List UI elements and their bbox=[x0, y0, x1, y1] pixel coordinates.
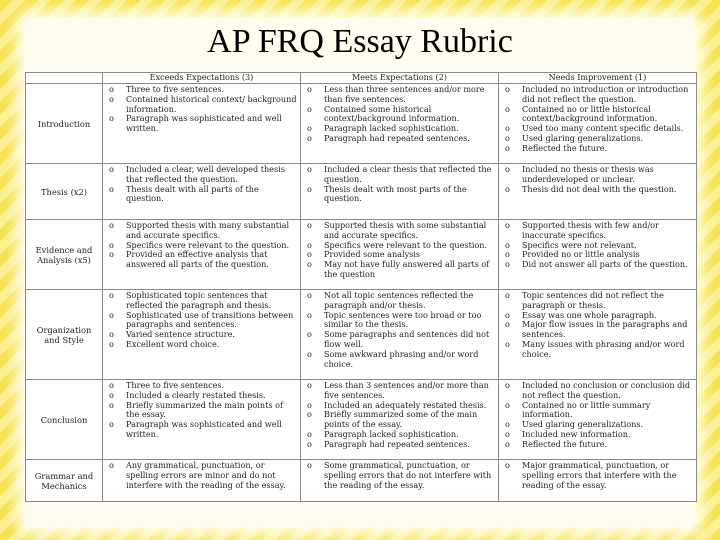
criteria-item: o Sophisticated topic sentences that reflected the paragraph and thesis. bbox=[106, 291, 298, 311]
criteria-item: o May not have fully answered all parts of the question bbox=[304, 260, 496, 280]
criteria-item: o Used glaring generalizations. bbox=[502, 420, 694, 430]
criteria-item: o Topic sentences did not reflect the paragraph or thesis. bbox=[502, 291, 694, 311]
exceeds-cell bbox=[103, 290, 301, 380]
page-title: AP FRQ Essay Rubric bbox=[207, 23, 513, 60]
criteria-item: o Paragraph lacked sophistication. bbox=[304, 124, 496, 134]
rubric-body bbox=[26, 84, 697, 502]
rubric-row bbox=[26, 290, 697, 380]
criteria-item: o Reflected the future. bbox=[502, 440, 694, 450]
criteria-item: o Supported thesis with few and/or inaccurate specifics. bbox=[502, 221, 694, 241]
criteria-item: o Major flow issues in the paragraphs and sentences. bbox=[502, 320, 694, 340]
criteria-item: o Paragraph had repeated sentences. bbox=[304, 440, 496, 450]
criteria-item: o Paragraph lacked sophistication. bbox=[304, 430, 496, 440]
exceeds-cell bbox=[103, 380, 301, 460]
criteria-item: o Thesis dealt with all parts of the question. bbox=[106, 185, 298, 205]
needs-cell bbox=[499, 220, 697, 290]
rubric-row bbox=[26, 220, 697, 290]
meets-cell bbox=[301, 380, 499, 460]
criteria-item: o Paragraph had repeated sentences. bbox=[304, 134, 496, 144]
criteria-list bbox=[103, 380, 300, 440]
criteria-list bbox=[301, 84, 498, 144]
criteria-item: o Some grammatical, punctuation, or spelling errors that do not interfere with the reading of the essay. bbox=[304, 461, 496, 490]
criteria-list bbox=[499, 164, 696, 194]
exceeds-cell bbox=[103, 84, 301, 164]
rubric-row bbox=[26, 380, 697, 460]
rubric-row bbox=[26, 84, 697, 164]
criteria-item: o Contained no or little summary information. bbox=[502, 401, 694, 421]
criteria-list bbox=[499, 290, 696, 360]
criteria-list bbox=[499, 220, 696, 270]
criteria-item: o Supported thesis with many substantial and accurate specifics. bbox=[106, 221, 298, 241]
header-meets: Meets Expectations (2) bbox=[301, 73, 499, 84]
rubric-row bbox=[26, 164, 697, 220]
criteria-item: o Specifics were not relevant. bbox=[502, 241, 694, 251]
needs-cell bbox=[499, 290, 697, 380]
needs-cell bbox=[499, 380, 697, 460]
criteria-list bbox=[103, 84, 300, 134]
criteria-item: o Included a clear thesis that reflected the question. bbox=[304, 165, 496, 185]
header-exceeds: Exceeds Expectations (3) bbox=[103, 73, 301, 84]
rubric-row bbox=[26, 460, 697, 502]
criteria-item: o Included no thesis or thesis was underdeveloped or unclear. bbox=[502, 165, 694, 185]
criteria-list bbox=[103, 460, 300, 490]
criteria-item: o Supported thesis with some substantial and accurate specifics. bbox=[304, 221, 496, 241]
criteria-item: o Thesis did not deal with the question. bbox=[502, 185, 694, 195]
criteria-item: o Included no introduction or introduction did not reflect the question. bbox=[502, 85, 694, 105]
criteria-item: o Essay was one whole paragraph. bbox=[502, 311, 694, 321]
criteria-list bbox=[301, 380, 498, 450]
criteria-item: o Included no conclusion or conclusion did not reflect the question. bbox=[502, 381, 694, 401]
exceeds-cell bbox=[103, 220, 301, 290]
criteria-item: o Less than three sentences and/or more than five sentences. bbox=[304, 85, 496, 105]
criteria-item: o Provided no or little analysis bbox=[502, 250, 694, 260]
needs-cell bbox=[499, 164, 697, 220]
criteria-item: o Provided an effective analysis that answered all parts of the question. bbox=[106, 250, 298, 270]
criteria-item: o Reflected the future. bbox=[502, 144, 694, 154]
criteria-item: o Some paragraphs and sentences did not flow well. bbox=[304, 330, 496, 350]
header-cell-empty bbox=[26, 73, 103, 84]
criteria-list bbox=[499, 460, 696, 490]
criteria-list bbox=[499, 84, 696, 154]
criteria-item: o Contained historical context/ background information. bbox=[106, 95, 298, 115]
criteria-item: o Specifics were relevant to the question. bbox=[304, 241, 496, 251]
criteria-item: o Not all topic sentences reflected the paragraph and/or thesis. bbox=[304, 291, 496, 311]
rubric-table bbox=[25, 72, 697, 502]
criteria-item: o Specifics were relevant to the question. bbox=[106, 241, 298, 251]
category-label: Evidence and Analysis (x5) bbox=[26, 220, 103, 290]
criteria-item: o Major grammatical, punctuation, or spelling errors that interfere with the reading of the essay. bbox=[502, 461, 694, 490]
criteria-item: o Provided some analysis bbox=[304, 250, 496, 260]
criteria-list bbox=[103, 290, 300, 350]
header-row bbox=[26, 73, 697, 84]
criteria-list bbox=[301, 220, 498, 280]
criteria-item: o Did not answer all parts of the question. bbox=[502, 260, 694, 270]
category-label: Thesis (x2) bbox=[26, 164, 103, 220]
criteria-item: o Many issues with phrasing and/or word choice. bbox=[502, 340, 694, 360]
meets-cell bbox=[301, 290, 499, 380]
category-label: Introduction bbox=[26, 84, 103, 164]
criteria-item: o Used glaring generalizations. bbox=[502, 134, 694, 144]
criteria-item: o Thesis dealt with most parts of the question. bbox=[304, 185, 496, 205]
criteria-item: o Included a clear, well developed thesis that reflected the question. bbox=[106, 165, 298, 185]
criteria-item: o Excellent word choice. bbox=[106, 340, 298, 350]
needs-cell bbox=[499, 84, 697, 164]
exceeds-cell bbox=[103, 164, 301, 220]
meets-cell bbox=[301, 84, 499, 164]
criteria-item: o Used too many content specific details. bbox=[502, 124, 694, 134]
meets-cell bbox=[301, 164, 499, 220]
criteria-item: o Contained some historical context/background information. bbox=[304, 105, 496, 125]
criteria-list bbox=[301, 290, 498, 369]
meets-cell bbox=[301, 460, 499, 502]
criteria-item: o Briefly summarized the main points of the essay. bbox=[106, 401, 298, 421]
criteria-item: o Less than 3 sentences and/or more than five sentences. bbox=[304, 381, 496, 401]
criteria-item: o Three to five sentences. bbox=[106, 381, 298, 391]
criteria-list bbox=[301, 164, 498, 204]
meets-cell bbox=[301, 220, 499, 290]
criteria-list bbox=[499, 380, 696, 450]
needs-cell bbox=[499, 460, 697, 502]
criteria-item: o Included an adequately restated thesis. bbox=[304, 401, 496, 411]
criteria-item: o Any grammatical, punctuation, or spelling errors are minor and do not interfere with the reading of the essay. bbox=[106, 461, 298, 490]
criteria-list bbox=[301, 460, 498, 490]
criteria-list bbox=[103, 220, 300, 270]
criteria-item: o Topic sentences were too broad or too similar to the thesis. bbox=[304, 311, 496, 331]
criteria-item: o Contained no or little historical context/background information. bbox=[502, 105, 694, 125]
exceeds-cell bbox=[103, 460, 301, 502]
criteria-item: o Included new information. bbox=[502, 430, 694, 440]
header-needs: Needs Improvement (1) bbox=[499, 73, 697, 84]
criteria-item: o Included a clearly restated thesis. bbox=[106, 391, 298, 401]
criteria-item: o Paragraph was sophisticated and well written. bbox=[106, 114, 298, 134]
category-label: Conclusion bbox=[26, 380, 103, 460]
criteria-item: o Some awkward phrasing and/or word choice. bbox=[304, 350, 496, 370]
category-label: Grammar and Mechanics bbox=[26, 460, 103, 502]
criteria-item: o Paragraph was sophisticated and well written. bbox=[106, 420, 298, 440]
category-label: Organization and Style bbox=[26, 290, 103, 380]
criteria-item: o Varied sentence structure. bbox=[106, 330, 298, 340]
criteria-item: o Briefly summarized some of the main points of the essay. bbox=[304, 410, 496, 430]
criteria-item: o Three to five sentences. bbox=[106, 85, 298, 95]
criteria-item: o Sophisticated use of transitions between paragraphs and sentences. bbox=[106, 311, 298, 331]
criteria-list bbox=[103, 164, 300, 204]
